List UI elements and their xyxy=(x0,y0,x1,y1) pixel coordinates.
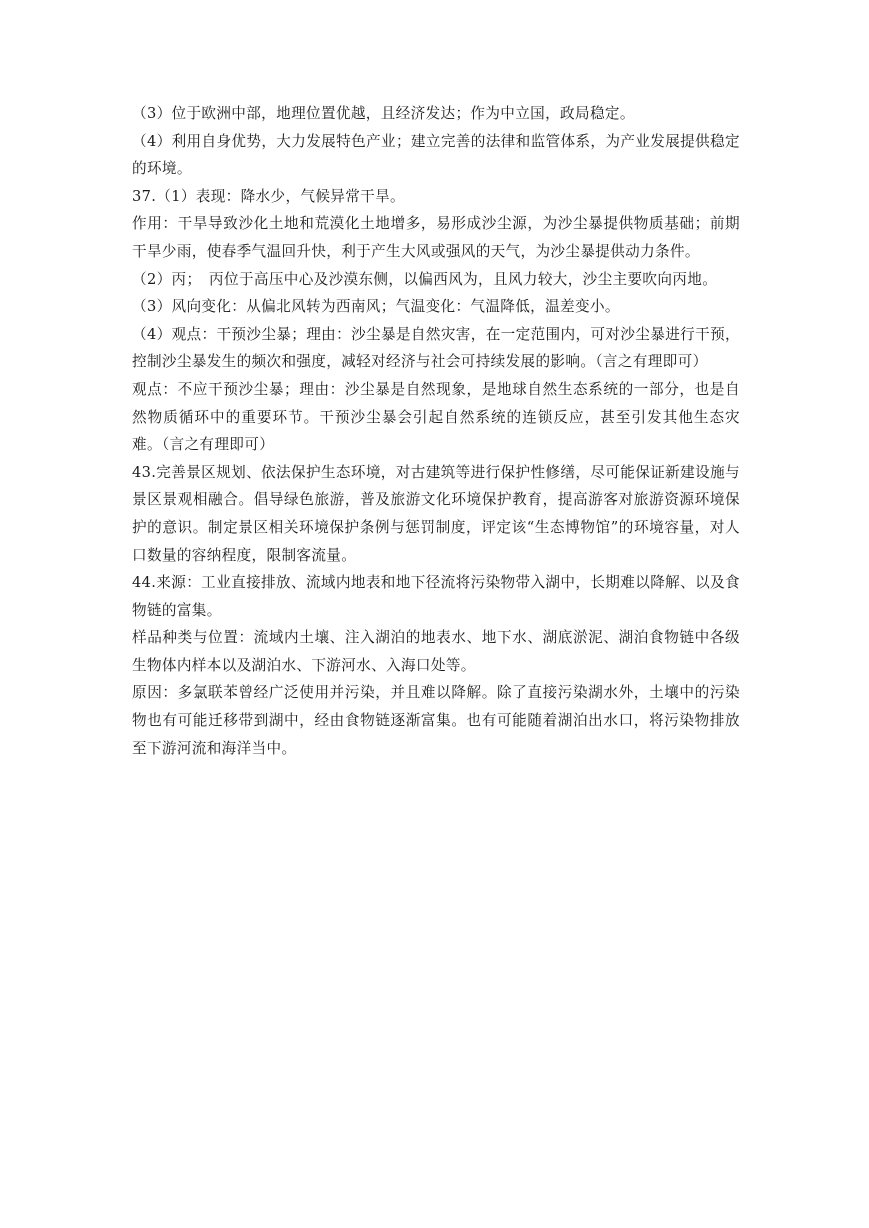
answer-paragraph: 43.完善景区规划、依法保护生态环境，对古建筑等进行保护性修缮，尽可能保证新建设施与景区景观相融合。倡导绿色旅游，普及旅游文化环境保护教育，提高游客对旅游资源环境保护的意识。制定景区相关环境保护条例与惩罚制度，评定该“生态博物馆”的环境容量，对人口数量的容纳程度，限制客流量。 xyxy=(132,463,740,564)
answer-paragraph: 观点：不应干预沙尘暴；理由：沙尘暴是自然现象，是地球自然生态系统的一部分，也是自然物质循环中的重要环节。干预沙尘暴会引起自然系统的连锁反应，甚至引发其他生态灾难。（言之有理即可） xyxy=(132,380,740,454)
answer-paragraph: （2）丙； 丙位于高压中心及沙漠东侧，以偏西风为，且风力较大，沙尘主要吹向丙地。 xyxy=(132,270,718,288)
answer-paragraph: 37.（1）表现：降水少，气候异常干旱。 xyxy=(132,187,405,205)
answer-paragraph: （3）位于欧洲中部，地理位置优越，且经济发达；作为中立国，政局稳定。 xyxy=(132,105,635,122)
answer-paragraph: （4）利用自身优势，大力发展特色产业；建立完善的法律和监管体系，为产业发展提供稳定的环境。 xyxy=(132,132,740,178)
answer-document xyxy=(132,100,740,762)
answer-paragraph: （3）风向变化：从偏北风转为西南风；气温变化：气温降低，温差变小。 xyxy=(132,298,620,316)
answer-paragraph: 44.来源：工业直接排放、流域内地表和地下径流将污染物带入湖中，长期难以降解、以及食物链的富集。 xyxy=(132,574,740,619)
answer-paragraph: 样品种类与位置：流域内土壤、注入湖泊的地表水、地下水、湖底淤泥、湖泊食物链中各级生物体内样本以及湖泊水、下游河水、入海口处等。 xyxy=(132,629,740,674)
answer-paragraph: （4）观点：干预沙尘暴；理由：沙尘暴是自然灾害，在一定范围内，可对沙尘暴进行干预，控制沙尘暴发生的频次和强度，减轻对经济与社会可持续发展的影响。（言之有理即可） xyxy=(132,325,740,371)
answer-paragraph: 原因：多氯联苯曾经广泛使用并污染，并且难以降解。除了直接污染湖水外，土壤中的污染物也有可能迁移带到湖中，经由食物链逐渐富集。也有可能随着湖泊出水口，将污染物排放至下游河流和海洋当中。 xyxy=(132,684,740,757)
answer-paragraph: 作用：干旱导致沙化土地和荒漠化土地增多，易形成沙尘源，为沙尘暴提供物质基础；前期干旱少雨，使春季气温回升快，利于产生大风或强风的天气，为沙尘暴提供动力条件。 xyxy=(132,215,740,260)
